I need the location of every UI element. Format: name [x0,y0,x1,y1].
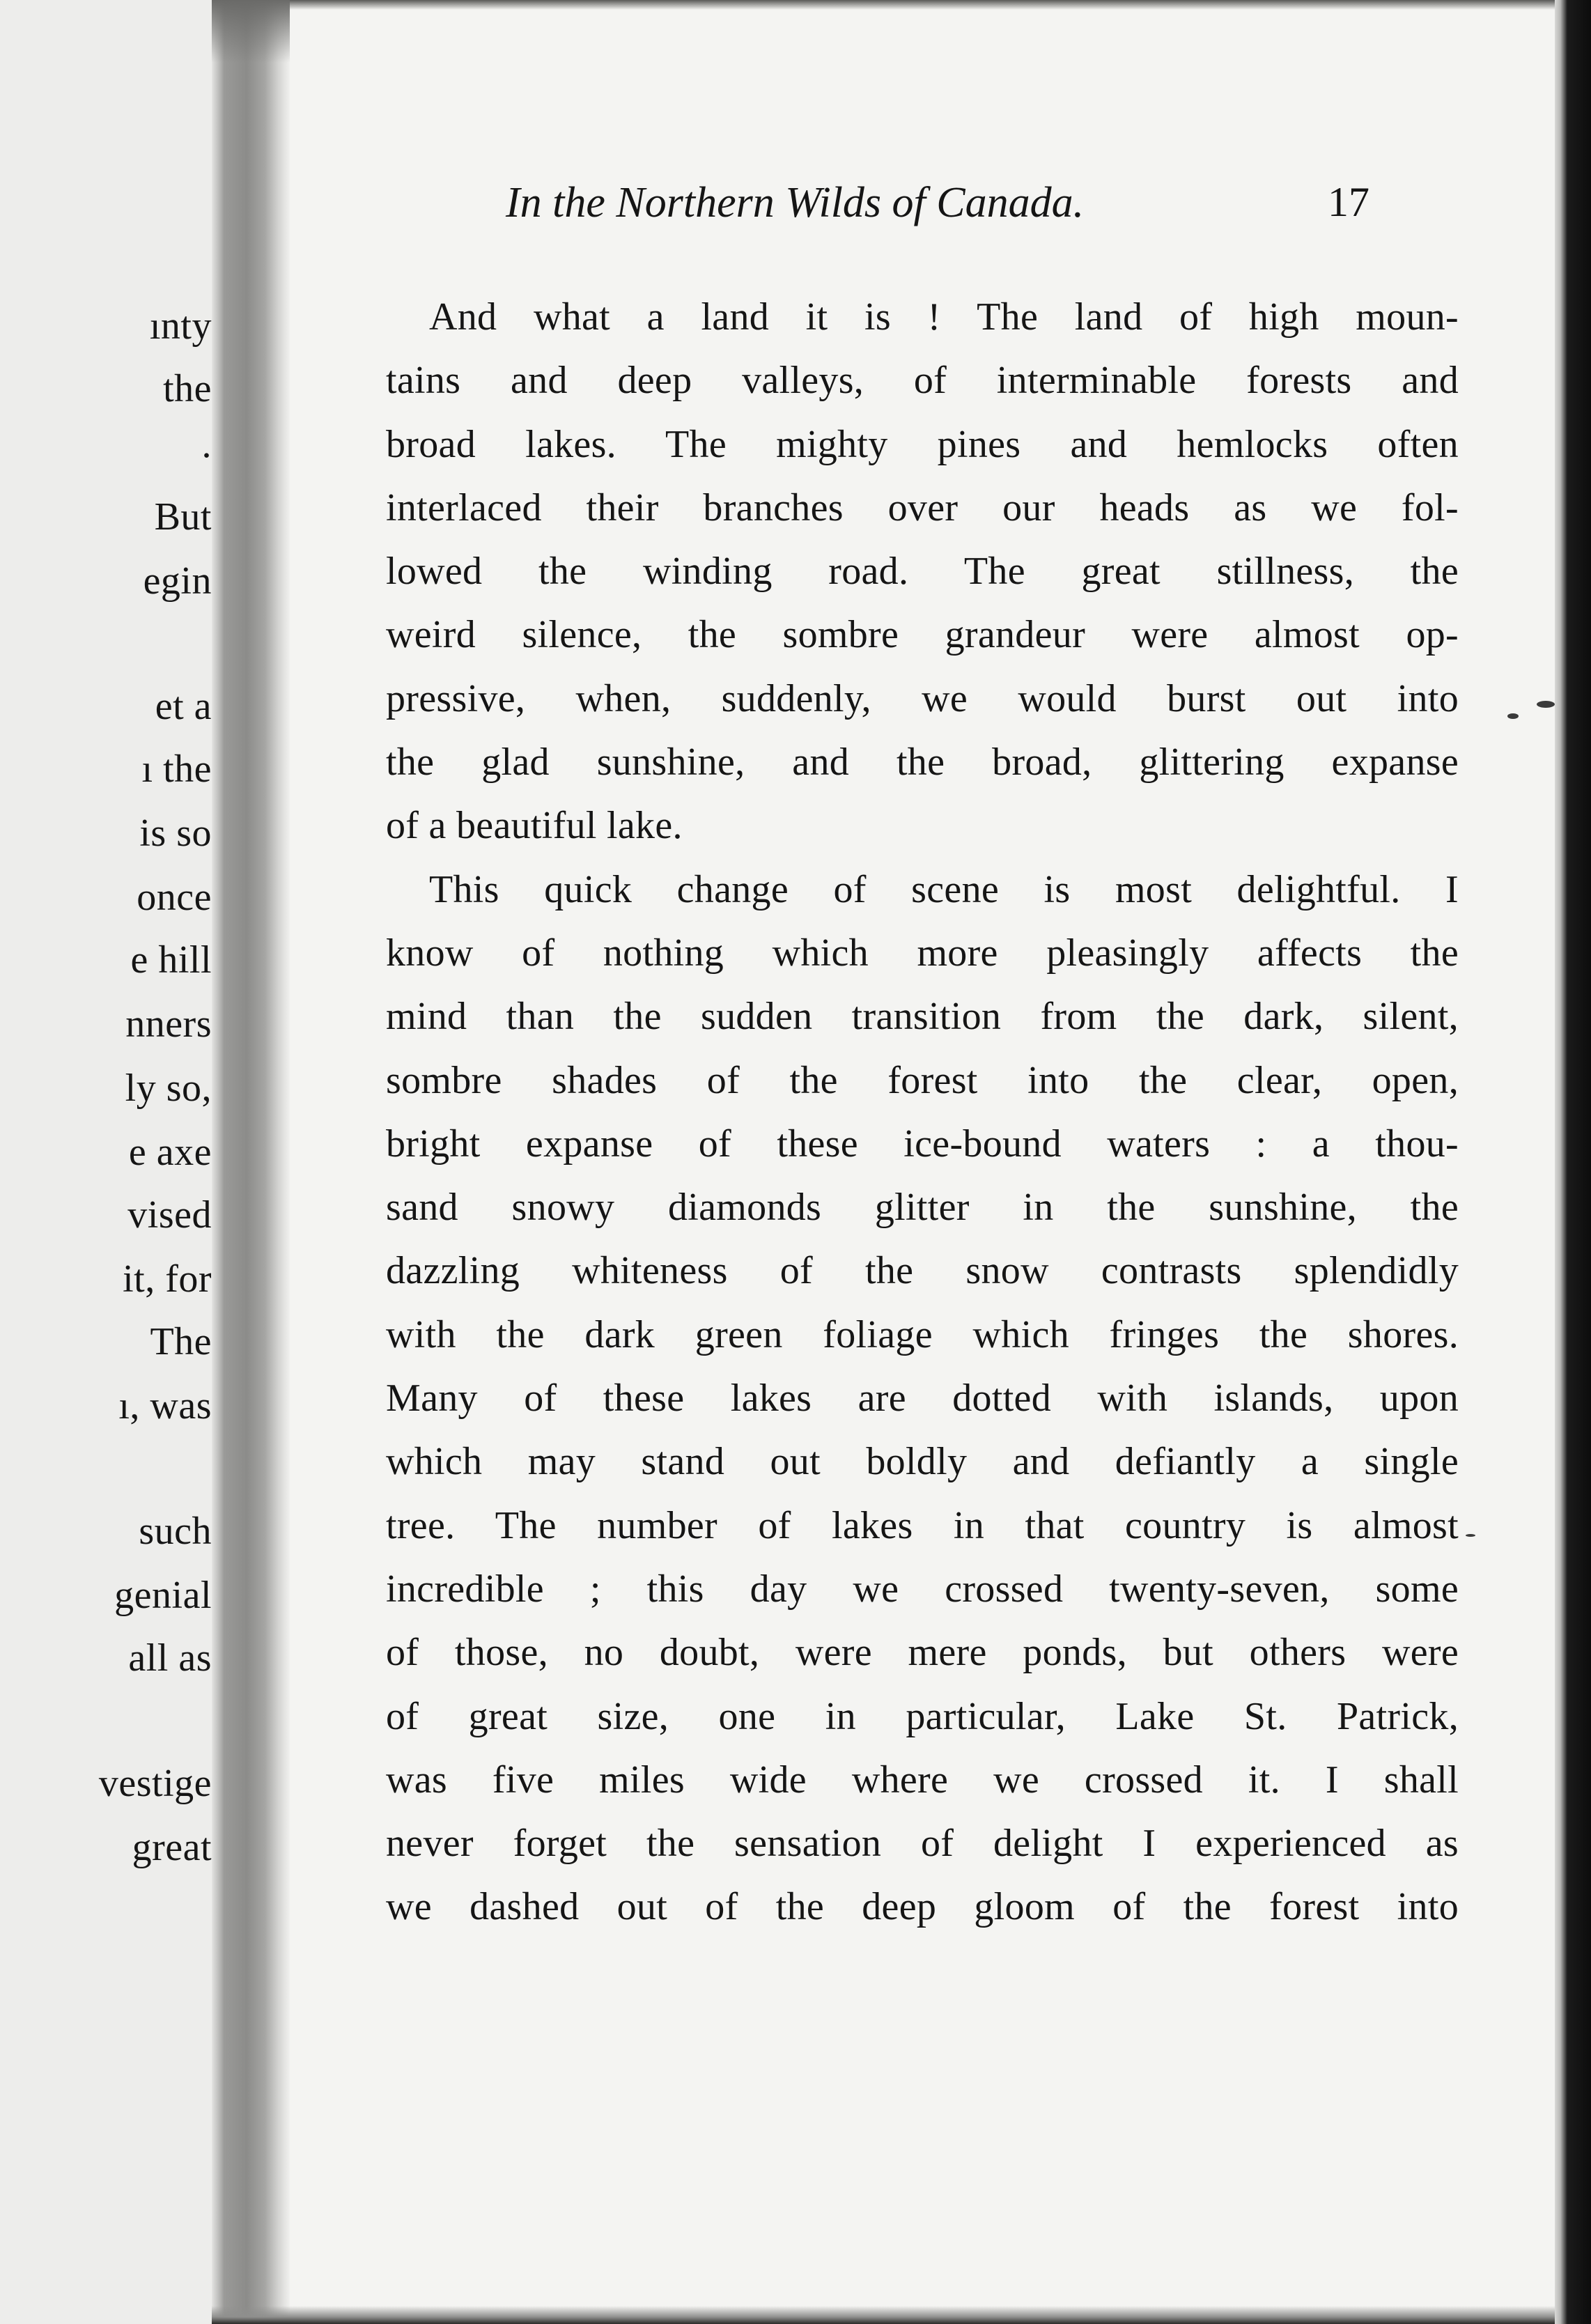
text-line: And what a land it is ! The land of high moun- [429,295,1459,339]
left-page-line: vised [127,1193,212,1237]
text-line: the glad sunshine, and the broad, glittering expanse [386,741,1459,784]
left-page-line: . [201,423,212,466]
text-line: sombre shades of the forest into the clear, open, [386,1058,1459,1102]
left-page-line: ly so, [125,1067,212,1110]
left-page-line: But [154,495,212,539]
gutter-top-shadow [212,0,290,63]
left-page-line: genial [114,1574,212,1617]
left-page-line: The [150,1320,212,1363]
text-line: bright expanse of these ice-bound waters : a thou- [386,1122,1459,1165]
left-page-line: egin [143,559,212,603]
text-line: Many of these lakes are dotted with islands, upon [386,1377,1459,1420]
text-line: tains and deep valleys, of interminable forests and [386,359,1459,403]
left-page-line: the [163,367,212,410]
text-line: weird silence, the sombre grandeur were almost op- [386,613,1459,657]
left-page-line: is so [139,812,212,855]
previous-page-fragment [0,0,222,2324]
left-page-line: ı, was [118,1384,212,1427]
book-gutter-shadow [212,0,290,2324]
text-line: with the dark green foliage which fringes the shores. [386,1312,1459,1356]
left-page-line: nners [125,1002,212,1046]
text-line: know of nothing which more pleasingly affects the [386,931,1459,975]
running-head [506,178,1369,234]
left-page-line: e hill [130,938,212,982]
left-page-line: all as [128,1636,212,1680]
left-page-line: vestige [98,1762,212,1805]
text-line: lowed the winding road. The great stillness, the [386,550,1459,594]
running-head-title: In the Northern Wilds of Canada. [506,179,1085,226]
text-line: mind than the sudden transition from the dark, silent, [386,995,1459,1039]
page-right-edge [1555,0,1591,2324]
text-line: This quick change of scene is most delightful. I [429,867,1459,911]
text-line: tree. The number of lakes in that country is almost [386,1503,1459,1547]
book-page [290,0,1555,2324]
text-line: was five miles wide where we crossed it. I shall [386,1758,1459,1802]
left-page-line: it, for [123,1257,212,1301]
left-page-line: once [137,876,212,919]
text-line: interlaced their branches over our heads as we fol- [386,486,1459,529]
left-page-line: e axe [128,1131,212,1174]
left-page-line: et a [155,685,212,728]
text-line: pressive, when, suddenly, we would burst out into [386,676,1459,720]
left-page-line: ınty [149,304,212,348]
text-line: we dashed out of the deep gloom of the forest into [386,1885,1459,1929]
left-page-line: great [132,1826,212,1869]
text-line: broad lakes. The mighty pines and hemlocks often [386,422,1459,466]
text-line: incredible ; this day we crossed twenty-seven, some [386,1567,1459,1611]
body-text [386,286,1459,1939]
text-line: never forget the sensation of delight I experienced as [386,1822,1459,1866]
left-page-line: such [139,1510,212,1553]
scan-speck [1507,713,1519,719]
text-line: dazzling whiteness of the snow contrasts splendidly [386,1249,1459,1293]
text-line: of great size, one in particular, Lake St. Patrick, [386,1694,1459,1738]
scan-speck [1537,701,1555,708]
text-line: of a beautiful lake. [386,804,683,848]
text-line: of those, no doubt, were mere ponds, but others were [386,1631,1459,1675]
left-page-line: ı the [141,747,212,791]
text-line: sand snowy diamonds glitter in the sunshine, the [386,1186,1459,1230]
scan-speck [1466,1534,1475,1537]
text-line: which may stand out boldly and defiantly a single [386,1440,1459,1484]
page-number: 17 [1328,179,1369,225]
